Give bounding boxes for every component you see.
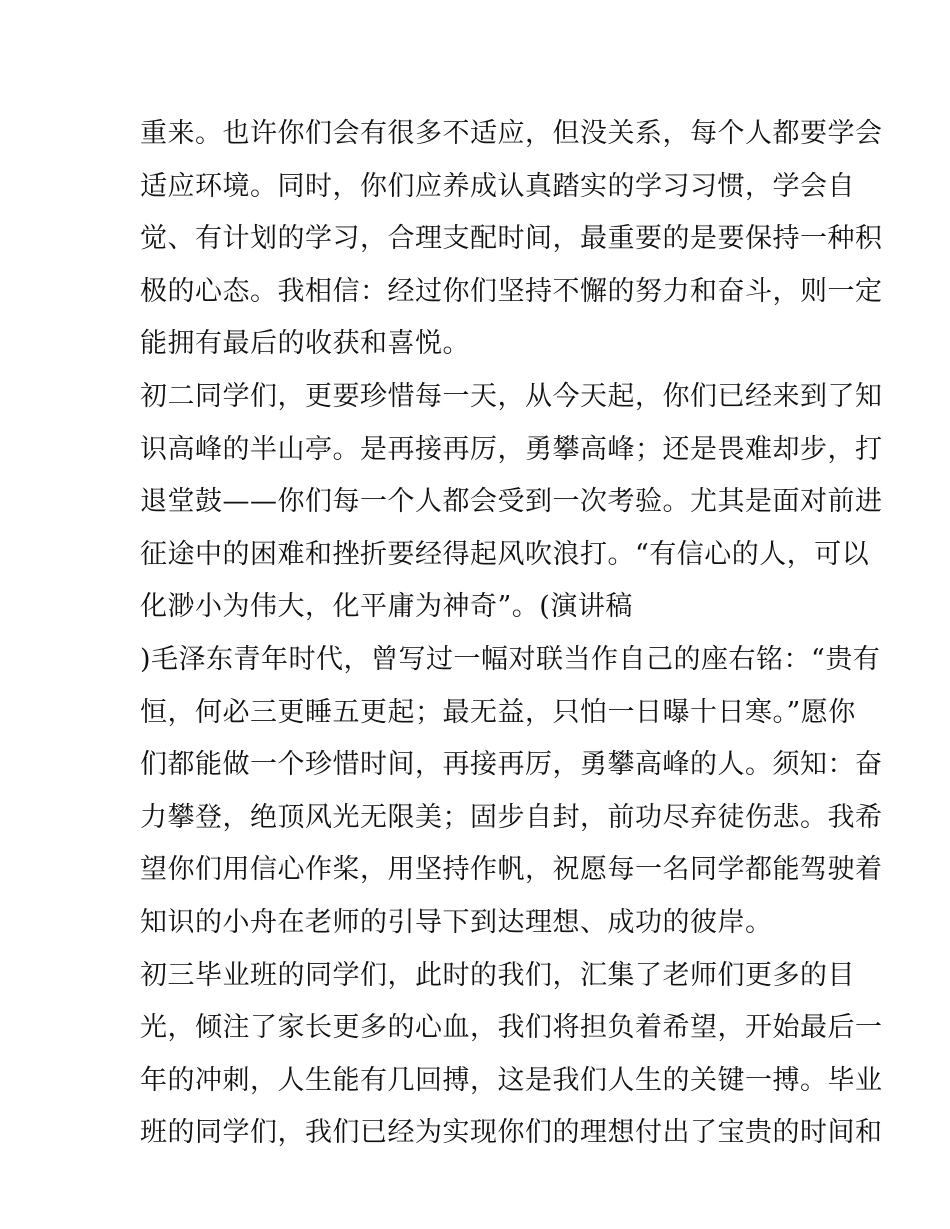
text-line: 初二同学们，更要珍惜每一天，从今天起，你们已经来到了知 <box>140 380 883 412</box>
text-line: 极的心态。我相信：经过你们坚持不懈的努力和奋斗，则一定 <box>140 275 883 307</box>
text-line: 初三毕业班的同学们，此时的我们，汇集了老师们更多的目 <box>140 959 855 991</box>
text-line: 力攀登，绝顶风光无限美；固步自封，前功尽弃徒伤悲。我希 <box>140 801 883 833</box>
text-line: 征途中的困难和挫折要经得起风吹浪打。“有信心的人，可以 <box>140 538 870 570</box>
text-line: 光，倾注了家长更多的心血，我们将担负着希望，开始最后一 <box>140 1012 883 1044</box>
text-line: 年的冲刺，人生能有几回搏，这是我们人生的关键一搏。毕业 <box>140 1064 883 1096</box>
text-line: 觉、有计划的学习，合理支配时间，最重要的是要保持一种积 <box>140 223 883 255</box>
text-line: 能拥有最后的收获和喜悦。 <box>140 328 470 360</box>
text-line: 望你们用信心作桨，用坚持作帆，祝愿每一名同学都能驾驶着 <box>140 854 883 886</box>
text-line: )毛泽东青年时代，曾写过一幅对联当作自己的座右铭：“贵有 <box>140 643 881 675</box>
text-line: 适应环境。同时，你们应养成认真踏实的学习习惯，学会自 <box>140 170 855 202</box>
text-line: 班的同学们，我们已经为实现你们的理想付出了宝贵的时间和 <box>140 1117 883 1149</box>
text-line: 识高峰的半山亭。是再接再厉，勇攀高峰；还是畏难却步，打 <box>140 433 883 465</box>
text-line: 退堂鼓——你们每一个人都会受到一次考验。尤其是面对前进 <box>140 486 883 518</box>
text-line: 们都能做一个珍惜时间，再接再厉，勇攀高峰的人。须知：奋 <box>140 749 883 781</box>
text-line: 恒，何必三更睡五更起；最无益，只怕一日曝十日寒。”愿你 <box>140 696 856 728</box>
text-line: 知识的小舟在老师的引导下到达理想、成功的彼岸。 <box>140 906 773 938</box>
text-line: 重来。也许你们会有很多不适应，但没关系，每个人都要学会 <box>140 118 883 149</box>
text-line: 化渺小为伟大，化平庸为神奇”。(演讲稿 <box>140 591 633 623</box>
body-text <box>140 108 883 1160</box>
